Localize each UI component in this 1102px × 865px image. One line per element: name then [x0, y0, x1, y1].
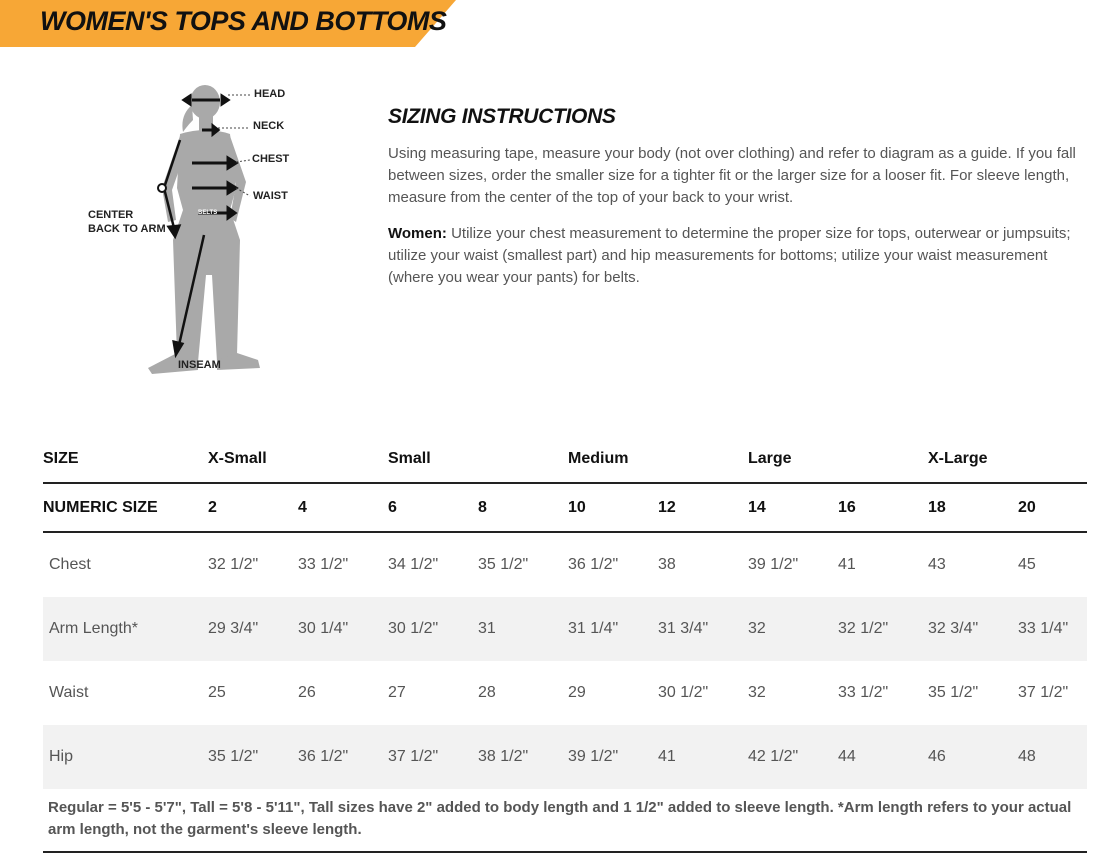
size-header-label: SIZE: [43, 450, 79, 467]
table-cell: 35 1/2": [928, 684, 979, 701]
table-cell: 41: [838, 556, 856, 573]
label-chest: CHEST: [252, 153, 290, 165]
center-back-marker: [158, 184, 166, 192]
instructions-title: SIZING INSTRUCTIONS: [388, 105, 616, 128]
numeric-size-4: 4: [298, 498, 307, 516]
row-label-waist: Waist: [49, 684, 89, 701]
label-neck: NECK: [253, 120, 285, 132]
table-cell: 30 1/2": [388, 620, 439, 637]
table-cell: 37 1/2": [1018, 684, 1069, 701]
numeric-size-12: 12: [658, 498, 676, 516]
table-cell: 31 3/4": [658, 620, 709, 637]
table-cell: 32 1/2": [838, 620, 889, 637]
table-cell: 42 1/2": [748, 748, 799, 765]
table-cell: 39 1/2": [568, 748, 619, 765]
table-cell: 46: [928, 748, 946, 765]
table-cell: 28: [478, 684, 496, 701]
table-cell: 39 1/2": [748, 556, 799, 573]
numeric-size-2: 2: [208, 498, 217, 516]
table-cell: 27: [388, 684, 406, 701]
numeric-size-18: 18: [928, 498, 946, 516]
numeric-size-14: 14: [748, 498, 766, 516]
numeric-size-6: 6: [388, 498, 397, 516]
instructions-paragraph-general: Using measuring tape, measure your body (not over clothing) and refer to diagram as a guide. If you fall between sizes, order the smaller size for a tighter fit or the larger size for a looser fit. For sleeve length, measure from the center of the top of your back to your wrist.: [388, 145, 1076, 206]
size-x-small: X-Small: [208, 450, 267, 467]
table-cell: 25: [208, 684, 226, 701]
table-row-waist: [43, 661, 1087, 725]
label-center-back-line1: CENTER: [88, 209, 134, 221]
numeric-size-20: 20: [1018, 498, 1036, 516]
table-cell: 37 1/2": [388, 748, 439, 765]
table-cell: 33 1/2": [298, 556, 349, 573]
table-cell: 31 1/4": [568, 620, 619, 637]
table-cell: 32 3/4": [928, 620, 979, 637]
table-cell: 32 1/2": [208, 556, 259, 573]
header-banner: [0, 0, 460, 47]
size-footnote: Regular = 5'5 - 5'7", Tall = 5'8 - 5'11", Tall sizes have 2" added to body length and 1 1/2" added to sleeve length. *Arm length refers to your actual arm length, not the garment's sleeve length.: [48, 799, 1072, 838]
size-chart-table: [43, 436, 1087, 789]
table-cell: 35 1/2": [478, 556, 529, 573]
table-cell: 29 3/4": [208, 620, 259, 637]
table-row-arm-length: [43, 597, 1087, 661]
table-cell: 33 1/4": [1018, 620, 1069, 637]
measurement-figure: [80, 70, 330, 390]
row-label-hip: Hip: [49, 748, 74, 765]
table-cell: 44: [838, 748, 856, 765]
table-cell: 29: [568, 684, 586, 701]
size-small: Small: [388, 450, 431, 467]
table-cell: 32: [748, 620, 766, 637]
table-cell: 30 1/2": [658, 684, 709, 701]
row-label-chest: Chest: [49, 556, 91, 573]
table-cell: 31: [478, 620, 496, 637]
table-cell: 32: [748, 684, 766, 701]
size-x-large: X-Large: [928, 450, 988, 467]
table-cell: 26: [298, 684, 316, 701]
label-center-back-line2: BACK TO ARM: [88, 223, 166, 235]
table-cell: 48: [1018, 748, 1036, 765]
row-label-arm-length: Arm Length*: [49, 620, 138, 637]
size-large: Large: [748, 450, 792, 467]
table-cell: 43: [928, 556, 946, 573]
numeric-size-16: 16: [838, 498, 856, 516]
table-cell: 38: [658, 556, 676, 573]
page-title: WOMEN'S TOPS AND BOTTOMS: [40, 6, 447, 36]
numeric-size-8: 8: [478, 498, 487, 516]
numeric-size-row: [43, 482, 1087, 533]
sizing-instructions: [388, 105, 1088, 303]
table-cell: 36 1/2": [568, 556, 619, 573]
size-header-row: [43, 436, 1087, 482]
label-inseam: INSEAM: [178, 359, 221, 371]
table-cell: 41: [658, 748, 676, 765]
label-belts: BELTS: [198, 210, 218, 216]
table-cell: 45: [1018, 556, 1036, 573]
table-cell: 30 1/4": [298, 620, 349, 637]
numeric-size-10: 10: [568, 498, 586, 516]
label-head: HEAD: [254, 88, 286, 100]
numeric-size-label: NUMERIC SIZE: [43, 498, 158, 516]
table-cell: 34 1/2": [388, 556, 439, 573]
table-row-chest: [43, 533, 1087, 597]
table-cell: 36 1/2": [298, 748, 349, 765]
label-waist: WAIST: [253, 190, 288, 202]
instructions-paragraph-women: [388, 223, 1088, 289]
table-cell: 35 1/2": [208, 748, 259, 765]
women-instructions-text: Utilize your chest measurement to determine the proper size for tops, outerwear or jumpsuits; utilize your waist (smallest part) and hip measurements for bottoms; utilize your waist measurement (where you wear your pants) for belts.: [388, 225, 1071, 286]
table-row-hip: [43, 725, 1087, 789]
table-cell: 33 1/2": [838, 684, 889, 701]
women-label: Women:: [388, 225, 447, 242]
bottom-divider: [43, 851, 1087, 853]
table-cell: 38 1/2": [478, 748, 529, 765]
size-medium: Medium: [568, 450, 629, 467]
